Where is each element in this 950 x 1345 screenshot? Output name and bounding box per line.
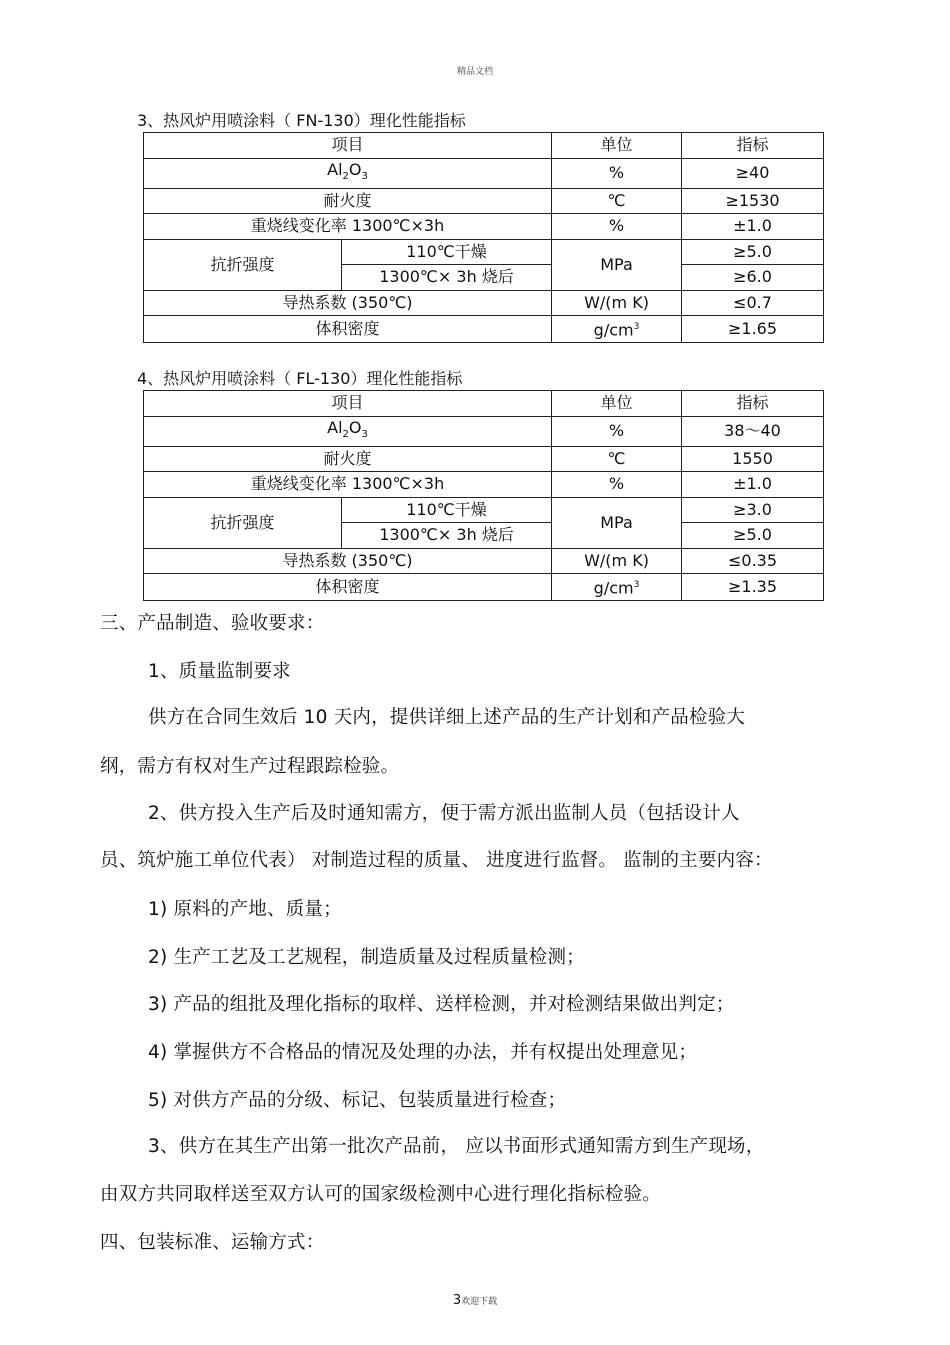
al2o3-value: 38～40: [682, 416, 824, 446]
table-row: [144, 446, 824, 472]
spec-table-fn130: [143, 132, 824, 343]
paragraph-line: 3、供方在其生产出第一批次产品前， 应以书面形式通知需方到生产现场，: [148, 1136, 765, 1157]
flexural-cond2: 1300℃× 3h 烧后: [342, 265, 552, 291]
flexural-unit: MPa: [552, 497, 682, 548]
reheat-value: ±1.0: [682, 472, 824, 498]
page-number: 3: [452, 1293, 462, 1308]
section-heading: 三、产品制造、验收要求：: [100, 613, 325, 634]
footer-text: 欢迎下载: [461, 1297, 498, 1307]
density-label: 体积密度: [144, 316, 552, 342]
table-row: [144, 316, 824, 342]
density-unit: $g/cm^3$: [552, 574, 682, 600]
table-row: [144, 158, 824, 188]
subsection-heading: 1、质量监制要求: [148, 661, 291, 682]
thermal-value: ≤0.7: [682, 290, 824, 316]
density-unit: $g/cm^3$: [552, 316, 682, 342]
page-footer: [0, 1293, 950, 1308]
thermal-unit: W/(m K): [552, 290, 682, 316]
density-label: 体积密度: [144, 574, 552, 600]
flexural-unit: MPa: [552, 239, 682, 290]
list-item: 5) 对供方产品的分级、标记、包装质量进行检查；: [148, 1090, 567, 1111]
list-item: 4) 掌握供方不合格品的情况及处理的办法，并有权提出处理意见；: [148, 1042, 698, 1063]
thermal-label: 导热系数 (350℃): [144, 290, 552, 316]
table-row: [144, 239, 824, 265]
paragraph-line: 纲，需方有权对生产过程跟踪检验。: [100, 756, 400, 777]
thermal-unit: W/(m K): [552, 548, 682, 574]
refractoriness-unit: ℃: [552, 188, 682, 214]
reheat-label: 重烧线变化率 1300℃×3h: [144, 472, 552, 498]
refractoriness-value: ≥1530: [682, 188, 824, 214]
al2o3-unit: %: [552, 158, 682, 188]
reheat-unit: %: [552, 472, 682, 498]
thermal-label: 导热系数 (350℃): [144, 548, 552, 574]
table-header-row: [144, 391, 824, 417]
table-row: [144, 548, 824, 574]
section-heading: 四、包装标准、运输方式：: [100, 1232, 325, 1253]
col-header-item: 项目: [144, 391, 552, 417]
list-item: 3) 产品的组批及理化指标的取样、送样检测，并对检测结果做出判定；: [148, 994, 735, 1015]
list-item: 1) 原料的产地、质量；: [148, 899, 342, 920]
table-caption: 4、热风炉用喷涂料（ FL-130）理化性能指标: [137, 369, 463, 388]
list-item: 2) 生产工艺及工艺规程，制造质量及过程质量检测；: [148, 947, 585, 968]
table-row: [144, 472, 824, 498]
refractoriness-value: 1550: [682, 446, 824, 472]
al2o3-label: $Al_2O_3$: [144, 416, 552, 446]
col-header-value: 指标: [682, 133, 824, 159]
flexural-value1: ≥5.0: [682, 239, 824, 265]
flexural-cond2: 1300℃× 3h 烧后: [342, 523, 552, 549]
page-header: 精品文档: [456, 67, 493, 77]
table-row: [144, 574, 824, 600]
paragraph-line: 由双方共同取样送至双方认可的国家级检测中心进行理化指标检验。: [100, 1184, 662, 1205]
paragraph-line: 供方在合同生效后 10 天内，提供详细上述产品的生产计划和产品检验大: [148, 707, 746, 728]
col-header-value: 指标: [682, 391, 824, 417]
table-row: [144, 290, 824, 316]
flexural-label: 抗折强度: [144, 239, 342, 290]
col-header-unit: 单位: [552, 391, 682, 417]
refractoriness-label: 耐火度: [144, 446, 552, 472]
refractoriness-label: 耐火度: [144, 188, 552, 214]
flexural-label: 抗折强度: [144, 497, 342, 548]
paragraph-line: 2、供方投入生产后及时通知需方，便于需方派出监制人员（包括设计人: [148, 803, 740, 824]
table-row: [144, 188, 824, 214]
paragraph-line: 员、筑炉施工单位代表） 对制造过程的质量、 进度进行监督。 监制的主要内容：: [100, 850, 773, 871]
reheat-label: 重烧线变化率 1300℃×3h: [144, 214, 552, 240]
flexural-value2: ≥6.0: [682, 265, 824, 291]
reheat-value: ±1.0: [682, 214, 824, 240]
thermal-value: ≤0.35: [682, 548, 824, 574]
flexural-cond1: 110℃干燥: [342, 239, 552, 265]
col-header-unit: 单位: [552, 133, 682, 159]
table-caption: 3、热风炉用喷涂料（ FN-130）理化性能指标: [137, 111, 466, 130]
flexural-value2: ≥5.0: [682, 523, 824, 549]
spec-table-fl130: [143, 390, 824, 601]
reheat-unit: %: [552, 214, 682, 240]
table-row: [144, 416, 824, 446]
flexural-value1: ≥3.0: [682, 497, 824, 523]
al2o3-label: $Al_2O_3$: [144, 158, 552, 188]
al2o3-value: ≥40: [682, 158, 824, 188]
density-value: ≥1.65: [682, 316, 824, 342]
refractoriness-unit: ℃: [552, 446, 682, 472]
table-row: [144, 497, 824, 523]
table-row: [144, 214, 824, 240]
table-header-row: [144, 133, 824, 159]
density-value: ≥1.35: [682, 574, 824, 600]
flexural-cond1: 110℃干燥: [342, 497, 552, 523]
al2o3-unit: %: [552, 416, 682, 446]
col-header-item: 项目: [144, 133, 552, 159]
